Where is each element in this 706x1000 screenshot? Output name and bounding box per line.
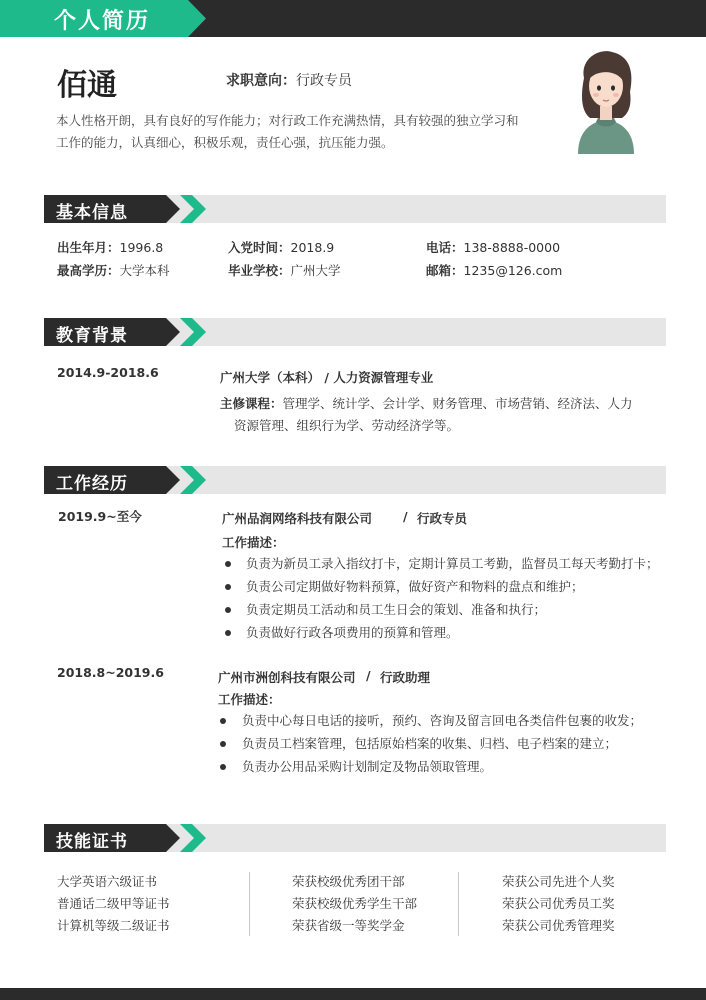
job-desc-label: 工作描述： [218,692,281,707]
avatar [570,48,642,154]
certificate-item: 计算机等级二级证书 [57,918,170,933]
job-desc-label: 工作描述： [222,535,285,550]
self-summary: 本人性格开朗，具有良好的写作能力；对行政工作充满热情，具有较强的独立学习和工作的能力，认真细心，积极乐观，责任心强，抗压能力强。 [56,113,519,150]
column-divider [458,872,459,936]
job-intention-label: 求职意向： [226,73,296,89]
job-position: 行政助理 [380,670,431,685]
section-title: 技能证书 [56,832,128,852]
job-duty: 负责公司定期做好物料预算，做好资产和物料的盘点和维护； [246,579,584,594]
job-company: 广州市洲创科技有限公司 [218,670,356,685]
section-title: 基本信息 [56,203,128,223]
footer-bar [0,988,706,1000]
job-separator: / [366,668,371,683]
section-basic-info-header [44,195,666,223]
birth-date: 出生年月：1996.8 [57,240,164,255]
award-item: 荣获校级优秀学生干部 [292,896,418,911]
email: 邮箱：1235@126.com [426,263,563,278]
education-period: 2014.9-2018.6 [57,365,159,380]
job-duty: 负责做好行政各项费用的预算和管理。 [246,625,459,640]
section-title: 教育背景 [56,326,128,346]
award-item: 荣获省级一等奖学金 [292,918,405,933]
section-education-header [44,318,666,346]
phone: 电话：138-8888-0000 [426,240,561,255]
job-duty: 负责中心每日电话的接听，预约、咨询及留言回电各类信件包裹的收发； [242,713,643,728]
bullet-icon [220,741,226,747]
candidate-name: 佰通 [57,68,117,103]
bullet-icon [220,764,226,770]
bullet-icon [225,584,231,590]
job-duty: 负责定期员工活动和员工生日会的策划、准备和执行； [246,602,547,617]
award-item: 荣获公司先进个人奖 [502,874,615,889]
bullet-icon [225,607,231,613]
graduate-school: 毕业学校：广州大学 [228,263,341,278]
award-item: 荣获公司优秀员工奖 [502,896,615,911]
award-item: 荣获公司优秀管理奖 [502,918,615,933]
section-title: 工作经历 [56,474,128,494]
bullet-icon [225,630,231,636]
job-company: 广州品润网络科技有限公司 [222,511,373,526]
job-intention [226,70,352,90]
award-item: 荣获校级优秀团干部 [292,874,405,889]
education-courses: 主修课程：管理学、统计学、会计学、财务管理、市场营销、经济法、人力 [220,396,633,411]
education-school: 广州大学（本科） / 人力资源管理专业 [220,370,434,385]
job-position: 行政专员 [417,511,468,526]
job-duty: 负责员工档案管理，包括原始档案的收集、归档、电子档案的建立； [242,736,618,751]
party-join-date: 入党时间：2018.9 [228,240,335,255]
job-period: 2019.9~至今 [58,509,142,524]
job-period: 2018.8~2019.6 [57,665,164,680]
section-skills-header [44,824,666,852]
column-divider [249,872,250,936]
resume-title: 个人简历 [54,9,151,34]
job-separator: / [403,509,408,524]
highest-degree: 最高学历：大学本科 [57,263,170,278]
education-courses-cont: 资源管理、组织行为学、劳动经济学等。 [234,418,460,433]
top-banner [0,0,706,37]
certificate-item: 大学英语六级证书 [57,874,158,889]
certificate-item: 普通话二级甲等证书 [57,896,170,911]
bullet-icon [220,718,226,724]
section-work-header [44,466,666,494]
job-intention-value: 行政专员 [296,73,352,89]
job-duty: 负责办公用品采购计划制定及物品领取管理。 [242,759,493,774]
bullet-icon [225,561,231,567]
job-duty: 负责为新员工录入指纹打卡，定期计算员工考勤，监督员工每天考勤打卡； [246,556,659,571]
